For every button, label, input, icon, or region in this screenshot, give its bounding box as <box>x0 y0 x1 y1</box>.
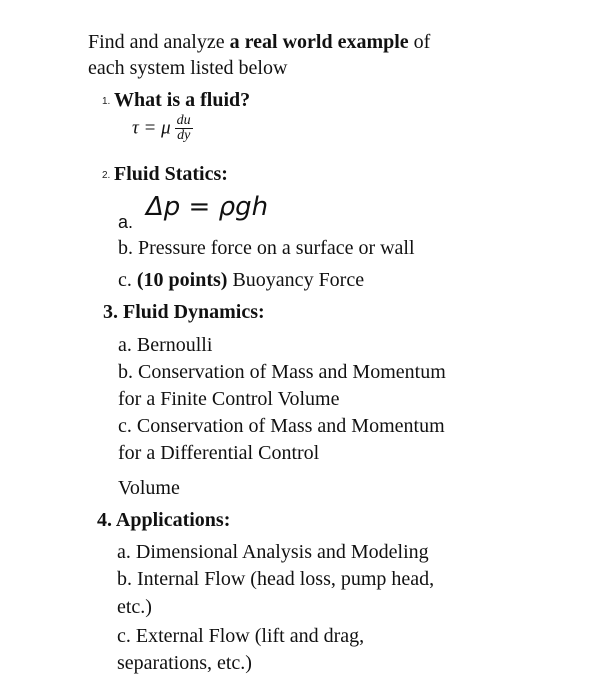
hydrostatic-equation: Δp = ρgh <box>146 192 269 222</box>
section-1-number: 1. <box>102 96 111 107</box>
section-3-item-c-line-2: for a Differential Control <box>118 442 320 464</box>
section-2-item-c <box>118 268 364 292</box>
item-c-text: Buoyancy Force <box>227 269 365 291</box>
section-2-number: 2. <box>102 170 111 181</box>
item-c-prefix: c. <box>118 269 137 291</box>
item-c-points: (10 points) <box>136 269 228 291</box>
section-3-item-a: a. Bernoulli <box>118 334 213 356</box>
section-1-title: What is a fluid? <box>114 89 251 111</box>
section-3-title: 3. Fluid Dynamics: <box>103 301 265 323</box>
fraction-denominator: dy <box>175 128 193 143</box>
section-4-item-b-line-1: b. Internal Flow (head loss, pump head, <box>117 568 435 590</box>
section-3-item-b-line-1: b. Conservation of Mass and Momentum <box>118 361 446 383</box>
viscosity-equation-lhs: τ = μ <box>132 117 171 139</box>
section-3-item-c-line-3: Volume <box>118 477 180 499</box>
section-4-item-b-line-2: etc.) <box>117 596 152 618</box>
section-3-item-b-line-2: for a Finite Control Volume <box>118 388 340 410</box>
section-2-item-b: b. Pressure force on a surface or wall <box>118 237 415 259</box>
section-4-item-c-line-1: c. External Flow (lift and drag, <box>117 625 365 647</box>
intro-emphasis: a real world example <box>229 31 409 53</box>
section-3-item-c-line-1: c. Conservation of Mass and Momentum <box>118 415 445 437</box>
intro-line-1 <box>88 30 430 54</box>
section-4-item-a: a. Dimensional Analysis and Modeling <box>117 541 429 563</box>
intro-text: Find and analyze <box>88 31 230 53</box>
section-4-title: 4. Applications: <box>97 509 231 531</box>
intro-line-2: each system listed below <box>88 57 288 79</box>
viscosity-fraction <box>175 114 193 143</box>
viscosity-equation <box>132 114 193 143</box>
section-2-title: Fluid Statics: <box>114 163 228 185</box>
section-2-item-a-label: a. <box>118 212 134 232</box>
intro-text-end: of <box>408 31 431 53</box>
section-4-item-c-line-2: separations, etc.) <box>117 652 252 674</box>
fraction-numerator: du <box>176 113 191 128</box>
